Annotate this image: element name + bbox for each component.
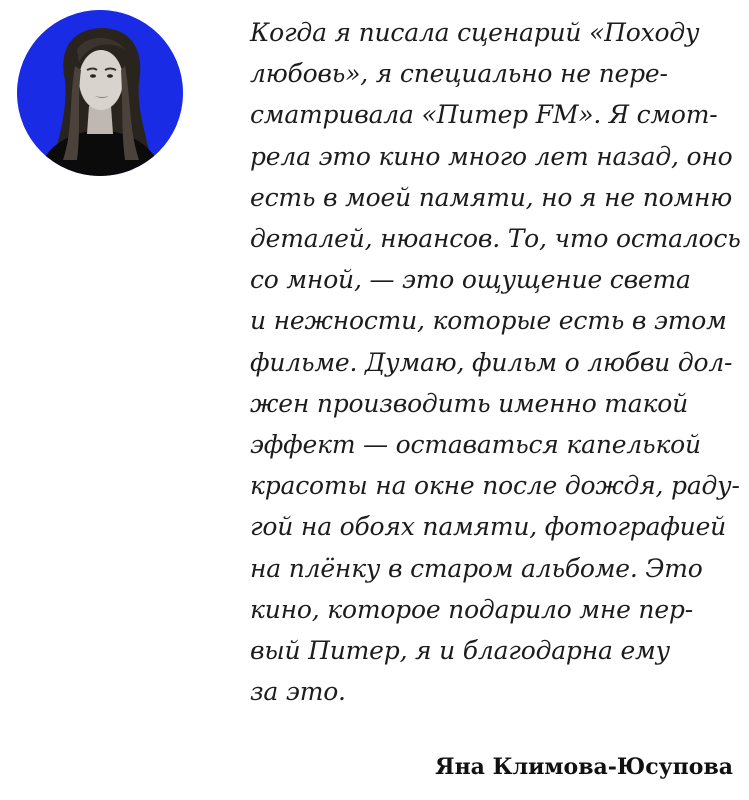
quote-line: красоты на окне после дождя, раду- <box>250 471 740 501</box>
quote-line: рела это кино много лет назад, оно <box>250 141 733 171</box>
quote-line: сматривала «Питер FM». Я смот- <box>250 100 718 130</box>
quote-text <box>250 12 740 712</box>
author-name: Яна Климова-Юсупова <box>435 754 733 780</box>
quote-line: гой на обоях памяти, фотографией <box>250 512 727 542</box>
quote-line: эффект — оставаться капелькой <box>250 430 701 460</box>
quote-line: Когда я писала сценарий «Походу <box>250 18 700 47</box>
quote-line: за это. <box>250 677 346 707</box>
quote-line: кино, которое подарило мне пер- <box>250 594 693 624</box>
quote-line: на плёнку в старом альбоме. Это <box>250 553 703 583</box>
quote-line: со мной, — это ощущение света <box>250 265 691 295</box>
quote-line: и нежности, которые есть в этом <box>250 306 727 336</box>
quote-line: вый Питер, я и благодарна ему <box>250 636 670 666</box>
quote-line: жен производить именно такой <box>250 388 688 418</box>
portrait-image <box>17 10 183 176</box>
quote-line: деталей, нюансов. То, что осталось <box>250 224 741 254</box>
author-photo <box>17 10 183 176</box>
quote-line: есть в моей памяти, но я не помню <box>250 182 733 212</box>
quote-line: любовь», я специально не пере- <box>250 59 668 89</box>
quote-line: фильме. Думаю, фильм о любви дол- <box>250 347 733 377</box>
